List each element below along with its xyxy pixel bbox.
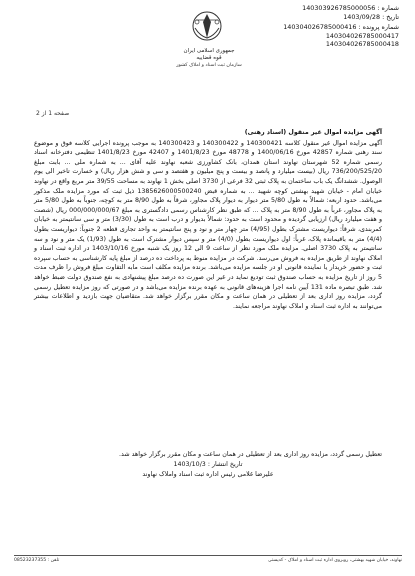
ref-0: 140304026785000416 <box>283 23 357 32</box>
ref-1: 140304026785000417 <box>325 31 399 40</box>
closing-section <box>34 450 382 480</box>
number-value: 140303926785000056 <box>302 4 376 12</box>
org-line-2: قوه قضاییه <box>196 55 222 61</box>
notice-text: آگهی مزایده اموال غیر منقول کلاسه 140300421 و 140300422 و 140300423 به موجب پرونده اجرایی کلاسه فوق و موضوع سند رهنی شماره 42857 مورخ 1400/06/16 و 48778 مورخ 1401/8/23 و 42407 مورخ 1401/8/23 تنظیمی دفترخانه اسناد رسمی شماره 52 شهرستان نهاوند استان همدان، بانک کشاورزی شعبه نهاوند علیه آقای ... به شماره ملی ... بابت مبلغ 736/200/525/20 ریال (بیست میلیارد و پانصد و بیست و پنج میلیون و هفتصد و سی و شش هزار ریال) و خسارت تاخیر الی یوم الوصول. ششدانگ یک باب ساختمان به پلاک ثبتی 32 فرعی از 3730 اصلی بخش 1 نهاوند به مساحت 39/55 متر مربع واقع در نهاوند خیابان امام - خیابان شهید بهشتی کوچه شهید ... به شماره قبض 1385626000500240 ذیل ثبت که مورد مزایده ملک مذکور می‌باشد. حدود اربعه: شمالاً به طول 5/80 متر دیوار به دیوار پلاک مجاور، شرقاً به طول 8/90 متر به کوچه، جنوباً به طول 5/80 متر به پلاک مجاور، غرباً به طول 8/90 متر به پلاک ... که طبق نظر کارشناس رسمی دادگستری به مبلغ 000/000/000/67 ریال (شصت و هفت میلیارد ریال) ارزیابی گردیده و محدود است به حدود: شمالاً بدیوار و درب است به طول (3/30) متر و سی سانتیمتر به خیابان کمربندی، شرقاً: دیواریست مشترک بطول (4/95) متر چهار متر و نود و پنج سانتیمتر به واحد تجاری قطعه 2 جنوباً: دیواریست بطول (4/4) متر به باقیمانده پلاک، غرباً: اول دیواریست بطول (4/0) متر و سپس دیوار مشترک است به طول (1/93) یک متر و نود و سه سانتیمتر به پلاک 3730 اصلی. مزایده ملک مورد نظر از ساعت 9 الی 12 روز یک شنبه مورخ 1403/10/16 در اداره ثبت اسناد و املاک نهاوند از طریق مزایده به فروش می‌رسد. شرکت در مزایده منوط به پرداخت ده درصد از مبلغ پایه کارشناسی به حساب سپرده ثبت و حضور خریدار یا نماینده قانونی او در جلسه مزایده می‌باشد. برنده مزایده مکلف است مابه التفاوت مبلغ فروش را ظرف مدت 5 روز از تاریخ مزایده به حساب صندوق ثبت تودیع نماید در غیر این صورت ده درصد مبلغ پیشنهادی به نفع صندوق دولت ضبط خواهد شد. طبق تبصره ماده 131 آیین نامه اجرا هزینه‌های قانونی به عهده برنده مزایده می‌باشد و در صورتی که روز مزایده تعطیل رسمی گردد، مزایده روز اداری بعد از تعطیلی در همان ساعت و مکان مقرر برگزار خواهد شد. متقاضیان جهت بازدید و اطلاعات بیشتر می‌توانند به اداره ثبت اسناد و املاک نهاوند مراجعه نمایند. <box>34 139 383 310</box>
org-line-3: سازمان ثبت اسناد و املاک کشور <box>176 63 242 68</box>
date-value: 1403/09/28 <box>343 12 381 21</box>
footer-address: نهاوند، خیابان شهید بهشتی، روبروی اداره ثبت اسناد و املاک - کدپستی <box>268 558 402 563</box>
organization-name <box>150 48 268 69</box>
footer-phone: 08523237355 : تلفن <box>14 558 60 563</box>
footer-divider <box>14 555 402 556</box>
date-label: تاریخ : <box>382 12 399 21</box>
notice-body <box>34 128 382 311</box>
org-line-1: جمهوری اسلامی ایران <box>183 48 235 54</box>
publish-date: تاریخ انتشار : 1403/10/3 <box>173 460 243 468</box>
ref-2: 140304026785000418 <box>325 40 399 49</box>
closing-line: تعطیل رسمی گردد، مزایده روز اداری بعد از تعطیلی در همان ساعت و مکان مقرر برگزار خواهد شد. <box>119 451 382 458</box>
notice-title: آگهی مزایده اموال غیر منقول (اسناد رهنی) <box>244 129 382 136</box>
footer <box>14 558 402 564</box>
number-label: شماره : <box>377 4 399 12</box>
page-number: صفحه 1 از 2 <box>36 110 70 117</box>
refs-label: شماره پرونده : <box>358 23 399 32</box>
signature: علیرضا غلامی رئیس اداره ثبت اسناد واملاک نهاوند <box>142 471 274 479</box>
